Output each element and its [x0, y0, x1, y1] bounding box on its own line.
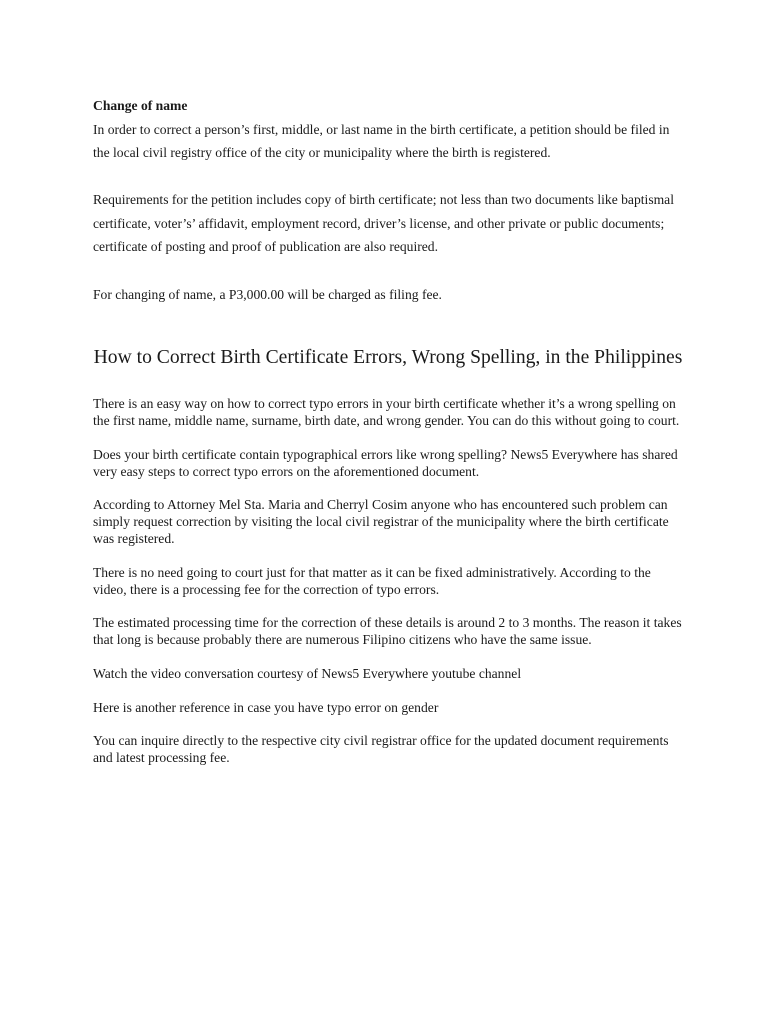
- paragraph: For changing of name, a P3,000.00 will be charged as filing fee.: [93, 286, 442, 302]
- change-of-name-section: [93, 94, 683, 306]
- paragraph: Watch the video conversation courtesy of News5 Everywhere youtube channel: [93, 665, 522, 681]
- paragraph: The estimated processing time for the correction of these details is around 2 to 3 months. The reason it takes that long is because probably there are numerous Filipino citizens who have the same issue.: [93, 615, 682, 648]
- paragraph: There is no need going to court just for that matter as it can be fixed administratively. According to the video, there is a processing fee for the correction of typo errors.: [93, 564, 651, 597]
- spacer: [93, 259, 683, 283]
- paragraph: There is an easy way on how to correct typo errors in your birth certificate whether it’s a wrong spelling on the first name, middle name, surname, birth date, and wrong gender. You can do this without going to court.: [93, 396, 680, 428]
- paragraph: Requirements for the petition includes copy of birth certificate; not less than two documents like baptismal certificate, voter’s’ affidavit, employment record, driver’s license, and other private or public documents; certificate of posting and proof of publication are also required.: [93, 192, 674, 255]
- paragraph: Does your birth certificate contain typographical errors like wrong spelling? News5 Everywhere has shared very easy steps to correct typo errors on the aforementioned document.: [93, 446, 678, 479]
- paragraph: Here is another reference in case you have typo error on gender: [93, 699, 439, 715]
- spacer: [93, 165, 683, 189]
- section-heading: Change of name: [93, 98, 188, 113]
- article-body: [93, 396, 683, 784]
- paragraph: In order to correct a person’s first, middle, or last name in the birth certificate, a petition should be filed in the local civil registry office of the city or municipality where the birth is registered.: [93, 121, 670, 161]
- article-title: How to Correct Birth Certificate Errors, Wrong Spelling, in the Philippines: [93, 347, 683, 368]
- paragraph: You can inquire directly to the respective city civil registrar office for the updated document requirements and latest processing fee.: [93, 733, 669, 766]
- paragraph: According to Attorney Mel Sta. Maria and Cherryl Cosim anyone who has encountered such problem can simply request correction by visiting the local civil registrar of the municipality where the birth certificate was registered.: [93, 497, 669, 547]
